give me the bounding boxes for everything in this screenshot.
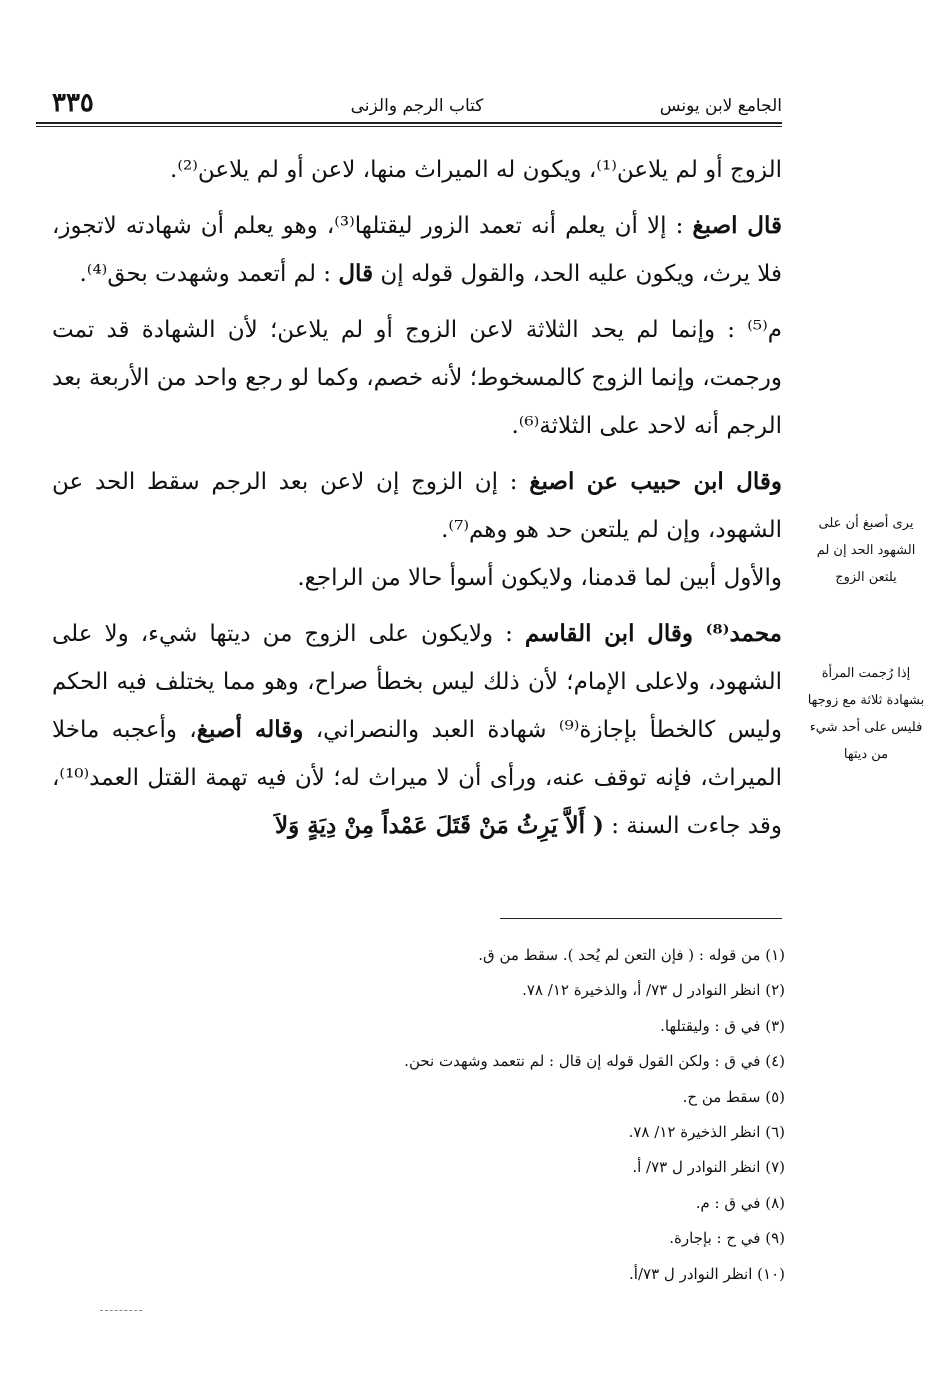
paragraph-2 (52, 202, 782, 298)
speaker-name: وقاله أصبغ (196, 716, 304, 743)
speaker-name: قال اصبغ (692, 212, 782, 239)
book-title: الجامع لابن يونس (659, 96, 782, 116)
paragraph-text: : لم أتعمد وشهدت بحق⁽⁴⁾. (79, 261, 339, 287)
footnote: (٣) في ق : وليقتلها. (660, 1016, 785, 1035)
paragraph-text: : ولايكون على الزوج من ديتها شيء، ولا على الشهود، ولاعلى الإمام؛ لأن ذلك ليس بخطأ صراح، وهو مما يختلف فيه الحكم وليس كالخطأ بإجازة⁽⁹⁾ شهادة العبد والنصراني، (52, 621, 782, 743)
footnote: (٤) في ق : ولكن القول قوله إن قال : لم نتعمد وشهدت نحن. (404, 1052, 785, 1071)
paragraph-text: ، وأعجبه ماخلا الميراث، فإنه توقف عنه، ورأى أن لا ميراث له؛ لأن فيه تهمة القتل العمد⁽¹⁰⁾، وقد جاءت السنة : (52, 717, 782, 839)
speaker-name: محمد⁽⁸⁾ وقال ابن القاسم (524, 620, 782, 647)
footnotes (52, 938, 785, 1292)
paragraph-5 (52, 554, 782, 602)
footnote: (٩) في ح : بإجارة. (669, 1229, 785, 1248)
paragraph-4 (52, 458, 782, 554)
header-rule (36, 122, 782, 127)
margin-note: إذا رُجمت المرأة بشهادة ثلاثة مع زوجها فليس على أحد شيء من ديتها (807, 666, 925, 762)
paragraph-1 (52, 146, 782, 194)
footnote-rule (500, 918, 782, 919)
page-number: ٣٣٥ (52, 88, 94, 118)
scan-artifact (100, 1310, 142, 1317)
footnote: (٥) سقط من ح. (682, 1087, 785, 1106)
chapter-title: كتاب الرجم والزنى (350, 96, 484, 116)
footnote: (١) من قوله : ( فإن التعن لم يُحد ). سقط من ق. (478, 946, 785, 964)
paragraph-text: : إن الزوج إن لاعن بعد الرجم سقط الحد عن الشهود، وإن لم يلتعن حد هو وهم⁽⁷⁾. (52, 469, 782, 543)
speaker-name: وقال ابن حبيب عن اصبغ (529, 468, 782, 495)
footnote: (١٠) انظر النوادر ل ٧٣/أ. (629, 1264, 785, 1283)
main-text (52, 146, 782, 850)
margin-note: يرى أصبغ أن على الشهود الحد إن لم يلتعن الزوج (816, 516, 916, 585)
footnote: (٨) في ق : م. (695, 1193, 785, 1212)
footnote: (٧) انظر النوادر ل ٧٣/ أ. (632, 1158, 785, 1177)
line-text: الزوج أو لم يلاعن⁽¹⁾، ويكون له الميراث منها، لاعن أو لم يلاعن⁽²⁾. (170, 157, 782, 183)
paragraph-text: م⁽⁵⁾ : وإنما لم يحد الثلاثة لاعن الزوج أو لم يلاعن؛ لأن الشهادة قد تمت ورجمت، وإنما الزوج كالمسخوط؛ لأنه خصم، وكما لو رجع واحد من الأربعة بعد الرجم أنه لاحد على الثلاثة⁽⁶⁾. (52, 317, 782, 439)
paragraph-text: والأول أبين لما قدمنا، ولايكون أسوأ حالا من الراجع. (297, 565, 782, 591)
footnote: (٦) انظر الذخيرة ١٢/ ٧٨. (628, 1123, 785, 1142)
footnote: (٢) انظر النوادر ل ٧٣/ أ، والذخيرة ١٢/ ٧٨. (522, 981, 785, 1000)
paragraph-text: : إلا أن يعلم أنه تعمد الزور ليقتلها⁽³⁾، وهو يعلم أن شهادته لاتجوز، فلا يرث، ويكون عليه الحد، والقول قوله إن (52, 213, 782, 287)
running-header (52, 88, 782, 122)
speaker-name: قال (338, 260, 374, 287)
paragraph-6 (52, 610, 782, 850)
paragraph-3 (52, 306, 782, 450)
hadith-quote: ( أَلاَّ يَرِثُ مَنْ قَتَلَ عَمْداً مِنْ دِيَةٍ وَلاَ (275, 812, 604, 839)
